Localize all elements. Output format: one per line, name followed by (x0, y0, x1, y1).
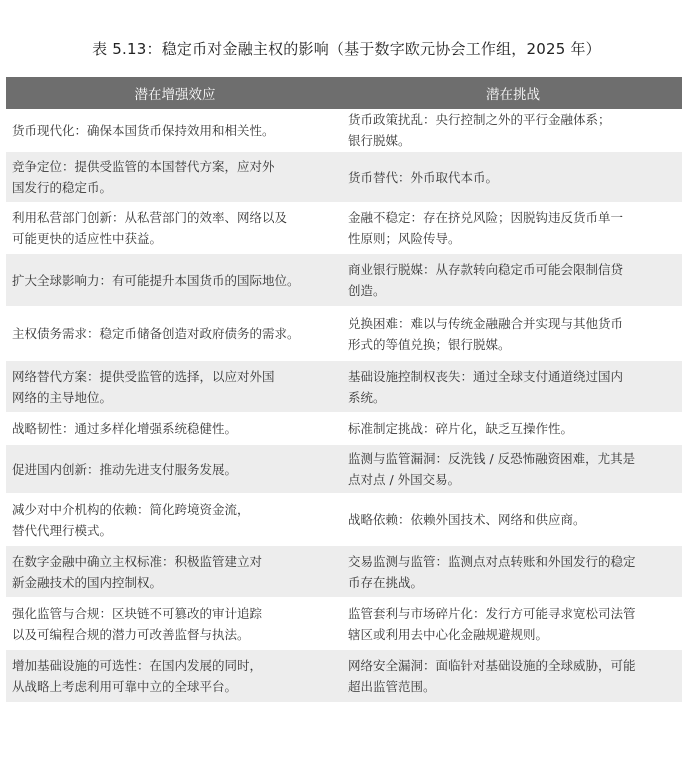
enhancement-cell: 增加基础设施的可选性：在国内发展的同时， 从战略上考虑利用可靠中立的全球平台。 (6, 650, 344, 703)
table-row (6, 109, 682, 152)
enhancement-cell: 战略韧性：通过多样化增强系统稳健性。 (6, 413, 344, 445)
table-row (6, 203, 682, 254)
challenge-cell: 监测与监管漏洞：反洗钱 / 反恐怖融资困难，尤其是 点对点 / 外国交易。 (344, 445, 682, 494)
table-body (6, 109, 682, 703)
enhancement-cell: 减少对中介机构的依赖：简化跨境资金流， 替代代理行模式。 (6, 494, 344, 546)
enhancement-cell: 利用私营部门创新：从私营部门的效率、网络以及 可能更快的适应性中获益。 (6, 203, 344, 254)
challenge-cell: 标准制定挑战：碎片化，缺乏互操作性。 (344, 413, 682, 445)
challenge-cell: 基础设施控制权丧失：通过全球支付通道绕过国内 系统。 (344, 361, 682, 413)
enhancement-cell: 竞争定位：提供受监管的本国替代方案，应对外 国发行的稳定币。 (6, 152, 344, 203)
enhancement-cell: 网络替代方案：提供受监管的选择，以应对外国 网络的主导地位。 (6, 361, 344, 413)
enhancement-cell: 在数字金融中确立主权标准：积极监管建立对 新金融技术的国内控制权。 (6, 546, 344, 598)
impact-table (6, 77, 682, 703)
challenge-cell: 金融不稳定：存在挤兑风险；因脱钩违反货币单一 性原则；风险传导。 (344, 203, 682, 254)
challenge-cell: 监管套利与市场碎片化：发行方可能寻求宽松司法管 辖区或利用去中心化金融规避规则。 (344, 598, 682, 650)
challenge-cell: 货币替代：外币取代本币。 (344, 152, 682, 203)
table-row (6, 445, 682, 494)
enhancement-cell: 扩大全球影响力：有可能提升本国货币的国际地位。 (6, 254, 344, 307)
header-challenges: 潜在挑战 (344, 77, 682, 109)
table-header-row (6, 77, 682, 109)
table-row (6, 546, 682, 598)
table-row (6, 650, 682, 703)
table-row (6, 413, 682, 445)
challenge-cell: 商业银行脱媒：从存款转向稳定币可能会限制信贷 创造。 (344, 254, 682, 307)
challenge-cell: 战略依赖：依赖外国技术、网络和供应商。 (344, 494, 682, 546)
table-row (6, 152, 682, 203)
enhancement-cell: 主权债务需求：稳定币储备创造对政府债务的需求。 (6, 307, 344, 361)
table-row (6, 494, 682, 546)
table-row (6, 598, 682, 650)
table-row (6, 307, 682, 361)
enhancement-cell: 货币现代化：确保本国货币保持效用和相关性。 (6, 109, 344, 152)
enhancement-cell: 强化监管与合规：区块链不可篡改的审计追踪 以及可编程合规的潜力可改善监督与执法。 (6, 598, 344, 650)
challenge-cell: 兑换困难：难以与传统金融融合并实现与其他货币 形式的等值兑换；银行脱媒。 (344, 307, 682, 361)
challenge-cell: 网络安全漏洞：面临针对基础设施的全球威胁，可能 超出监管范围。 (344, 650, 682, 703)
challenge-cell: 交易监测与监管：监测点对点转账和外国发行的稳定 币存在挑战。 (344, 546, 682, 598)
table-row (6, 361, 682, 413)
header-enhancements: 潜在增强效应 (6, 77, 344, 109)
challenge-cell: 货币政策扰乱：央行控制之外的平行金融体系； 银行脱媒。 (344, 109, 682, 152)
table-row (6, 254, 682, 307)
enhancement-cell: 促进国内创新：推动先进支付服务发展。 (6, 445, 344, 494)
table-title: 表 5.13：稳定币对金融主权的影响（基于数字欧元协会工作组，2025 年） (92, 40, 601, 58)
